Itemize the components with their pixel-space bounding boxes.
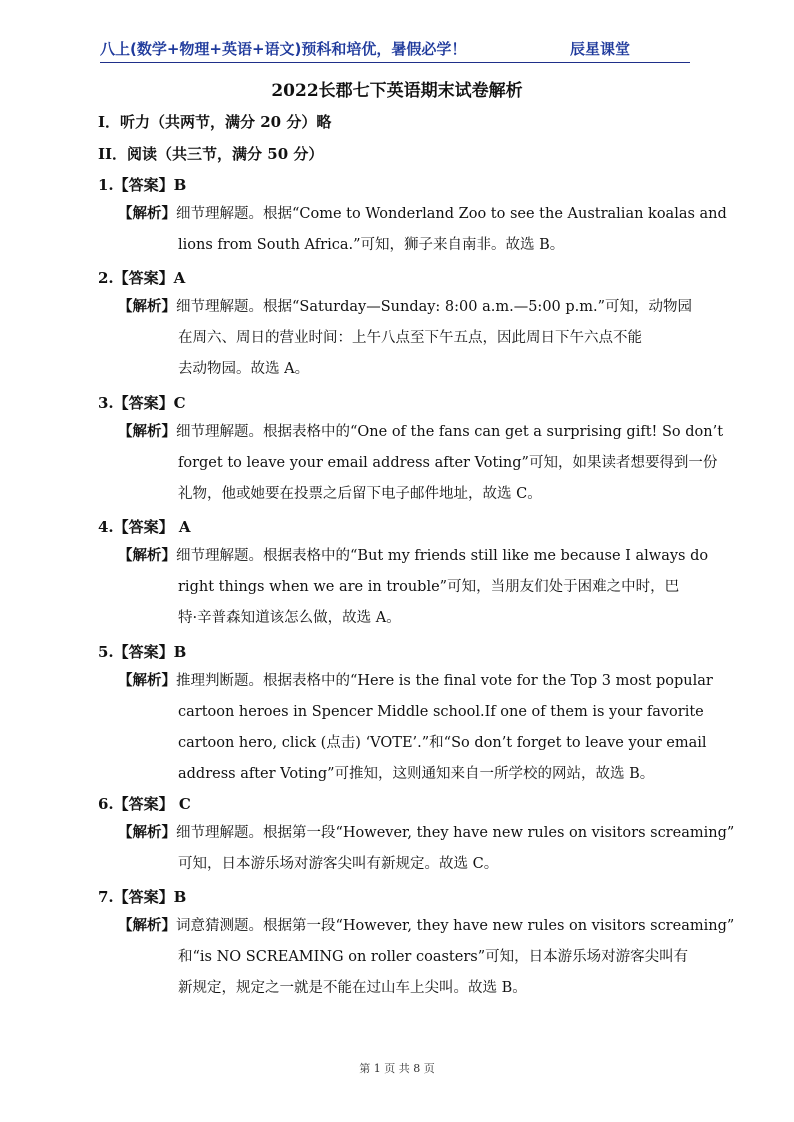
analysis-label: 【解析】 <box>118 672 176 689</box>
answer-3: 3.【答案】C <box>98 394 186 412</box>
document-title: 2022长郡七下英语期末试卷解析 <box>271 81 523 101</box>
analysis-line: cartoon hero, click (点击) ‘VOTE’.”和“So don’t forget to leave your email <box>178 735 707 751</box>
analysis-line: 可知，日本游乐场对游客尖叫有新规定。故选 C。 <box>178 856 499 872</box>
analysis-line: 细节理解题。根据“Saturday—Sunday: 8:00 a.m.—5:00 p.m.”可知，动物园 <box>176 299 693 315</box>
analysis-line: 细节理解题。根据表格中的“But my friends still like me because I always do <box>176 548 709 564</box>
analysis-line: 细节理解题。根据表格中的“One of the fans can get a surprising gift! So don’t <box>176 424 724 440</box>
analysis-line: 新规定，规定之一就是不能在过山车上尖叫。故选 B。 <box>178 980 527 996</box>
analysis-7 <box>118 910 735 1004</box>
page-number: 第 1 页 共 8 页 <box>359 1062 435 1075</box>
analysis-line: 细节理解题。根据“Come to Wonderland Zoo to see the Australian koalas and <box>176 206 727 222</box>
analysis-4 <box>118 540 709 634</box>
analysis-label: 【解析】 <box>118 917 176 934</box>
analysis-label: 【解析】 <box>118 824 176 841</box>
answer-1: 1.【答案】B <box>98 176 187 194</box>
analysis-label: 【解析】 <box>118 298 176 315</box>
analysis-label: 【解析】 <box>118 547 176 564</box>
analysis-line: 和“is NO SCREAMING on roller coasters”可知，日本游乐场对游客尖叫有 <box>178 949 689 965</box>
analysis-line: address after Voting”可推知，这则通知来自一所学校的网站，故选 B。 <box>178 766 655 782</box>
answer-5: 5.【答案】B <box>98 643 187 661</box>
section-listening: I．听力（共两节，满分 20 分）略 <box>98 113 332 131</box>
answer-2: 2.【答案】A <box>98 269 186 287</box>
answer-7: 7.【答案】B <box>98 888 187 906</box>
analysis-line: cartoon heroes in Spencer Middle school.If one of them is your favorite <box>178 704 704 720</box>
analysis-line: 词意猜测题。根据第一段“However, they have new rules on visitors screaming” <box>176 918 735 934</box>
analysis-1 <box>118 198 727 261</box>
analysis-line: 礼物，他或她要在投票之后留下电子邮件地址，故选 C。 <box>178 486 542 502</box>
analysis-label: 【解析】 <box>118 205 176 222</box>
analysis-label: 【解析】 <box>118 423 176 440</box>
answer-6: 6.【答案】 C <box>98 795 191 813</box>
analysis-2 <box>118 291 693 385</box>
analysis-line: right things when we are in trouble”可知，当朋友们处于困难之中时，巴 <box>178 579 680 595</box>
analysis-line: 去动物园。故选 A。 <box>178 361 310 377</box>
answer-4: 4.【答案】 A <box>98 518 191 536</box>
analysis-line: 推理判断题。根据表格中的“Here is the final vote for the Top 3 most popular <box>176 673 713 689</box>
promo-banner <box>100 38 690 63</box>
analysis-line: 在周六、周日的营业时间：上午八点至下午五点，因此周日下午六点不能 <box>178 330 642 346</box>
section-reading: II．阅读（共三节，满分 50 分） <box>98 145 324 163</box>
analysis-5 <box>118 665 713 790</box>
analysis-line: lions from South Africa.”可知，狮子来自南非。故选 B。 <box>178 237 565 253</box>
analysis-line: forget to leave your email address after Voting”可知，如果读者想要得到一份 <box>178 455 718 471</box>
analysis-6 <box>118 817 735 880</box>
analysis-line: 细节理解题。根据第一段“However, they have new rules on visitors screaming” <box>176 825 735 841</box>
analysis-3 <box>118 416 724 510</box>
brand-name: 辰星课堂 <box>569 40 630 58</box>
analysis-line: 特·辛普森知道该怎么做，故选 A。 <box>178 610 401 626</box>
promo-text: 八上(数学+物理+英语+语文)预科和培优，暑假必学！ <box>100 40 467 58</box>
